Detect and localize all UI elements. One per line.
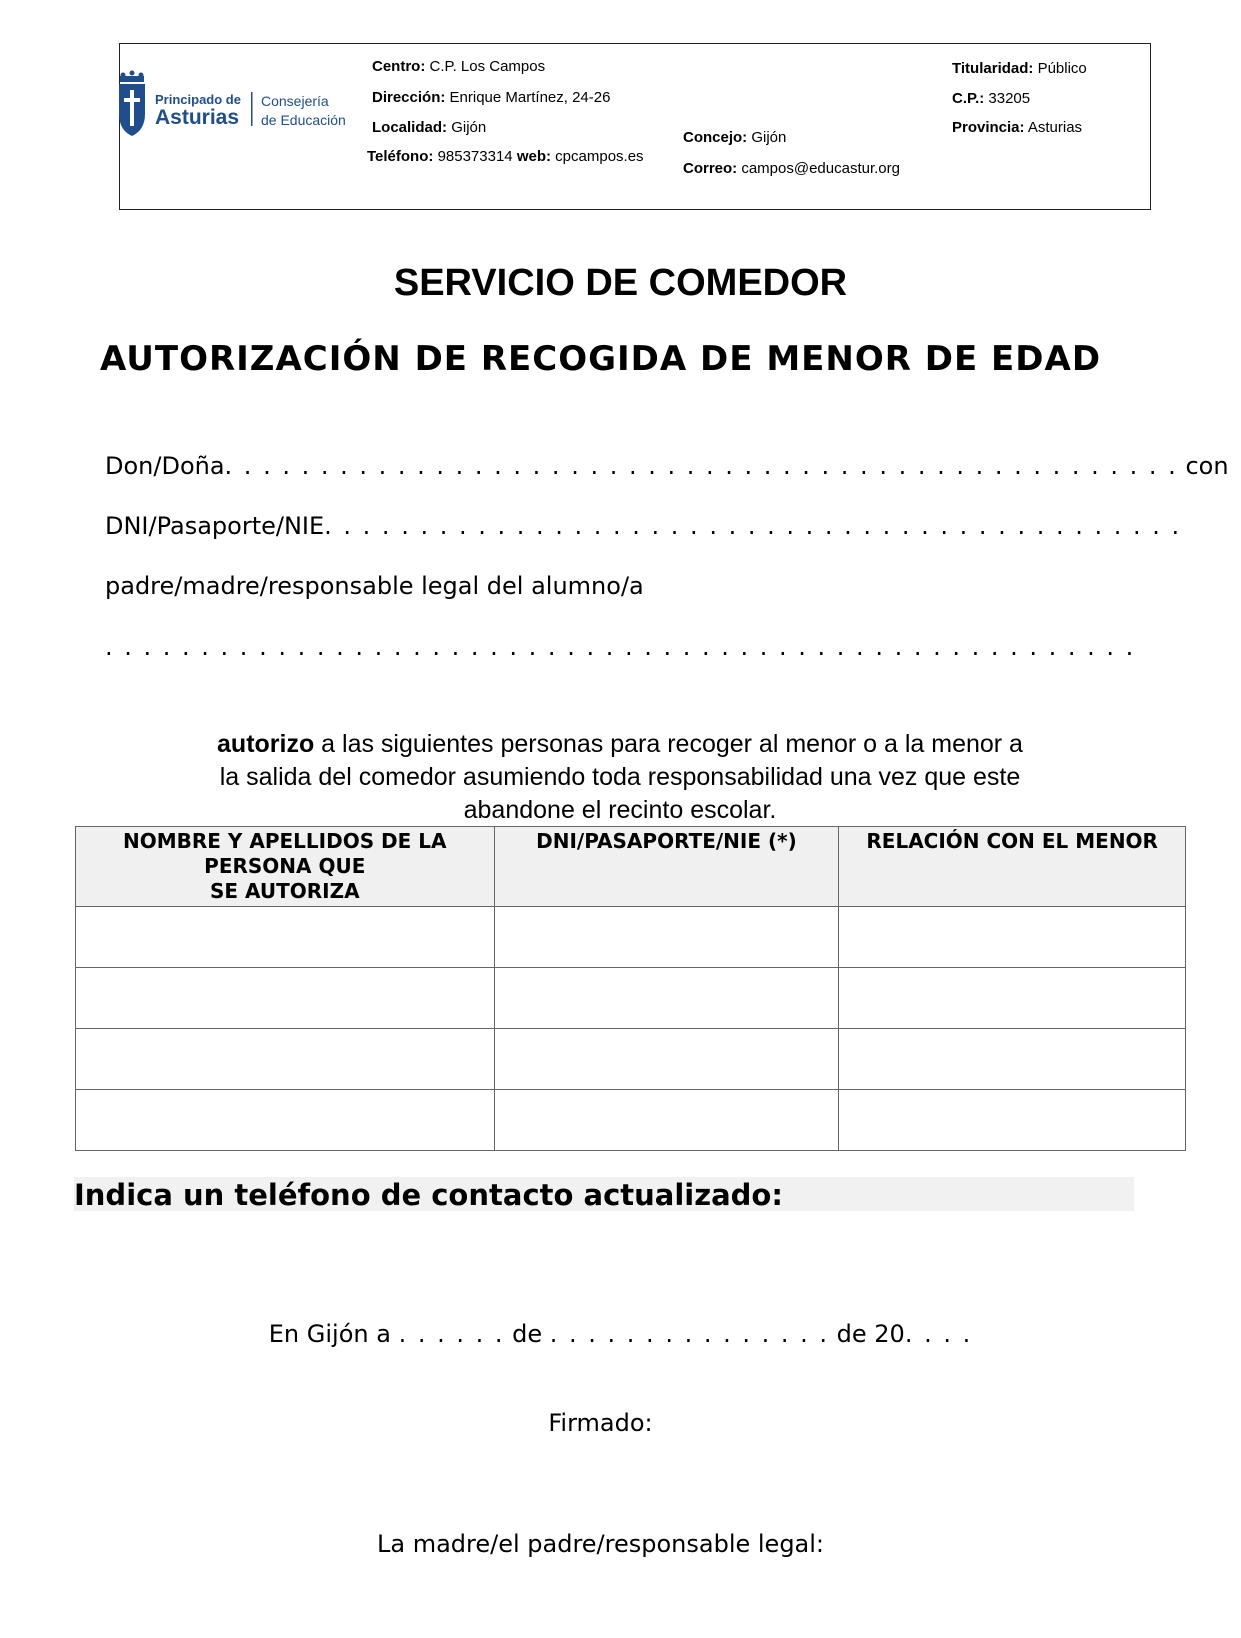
guardian-label: La madre/el padre/responsable legal: — [376, 1530, 825, 1558]
contact-phone-label: Indica un teléfono de contacto actualizado: — [74, 1178, 783, 1212]
cell-dni[interactable] — [494, 968, 839, 1029]
field-telefono: Teléfono: 985373314 web: cpcampos.es — [367, 148, 644, 165]
don-line: Don/Doña. . . . . . . . . . . . . . . . . . . . . . . . . . . . . . . . . . . . . . . . . . . . . . . . . . con — [105, 452, 1229, 480]
logo-text-principado: Principado de — [155, 92, 241, 107]
table-row — [76, 1090, 1186, 1151]
alumno-dots-line[interactable]: . . . . . . . . . . . . . . . . . . . . . . . . . . . . . . . . . . . . . . . . . . . . . . . . . . . . . . — [105, 633, 1136, 661]
field-localidad: Localidad: Gijón — [372, 119, 487, 136]
authorization-text: autorizo a las siguientes personas para recoger al menor o a la menor a la salida del comedor asumiendo toda responsabilidad una vez que este abandone el recinto escolar. — [217, 730, 1023, 824]
cell-nombre[interactable] — [76, 907, 495, 968]
table-row — [76, 907, 1186, 968]
date-line: En Gijón a . . . . . . de . . . . . . . . . . . . . . . de 20. . . . — [268, 1320, 973, 1348]
don-dots[interactable]: . . . . . . . . . . . . . . . . . . . . . . . . . . . . . . . . . . . . . . . . . . . . . . . . . . — [224, 452, 1178, 480]
col-header-dni: DNI/PASAPORTE/NIE (*) — [494, 827, 839, 907]
dni-dots[interactable]: . . . . . . . . . . . . . . . . . . . . . . . . . . . . . . . . . . . . . . . . . . . . . — [324, 512, 1182, 540]
cell-nombre[interactable] — [76, 968, 495, 1029]
field-concejo: Concejo: Gijón — [683, 129, 787, 146]
cell-relacion[interactable] — [839, 1029, 1186, 1090]
cell-relacion[interactable] — [839, 907, 1186, 968]
logo-text-educacion: de Educación — [261, 112, 346, 128]
field-provincia: Provincia: Asturias — [952, 119, 1083, 136]
cell-dni[interactable] — [494, 1029, 839, 1090]
dni-line: DNI/Pasaporte/NIE. . . . . . . . . . . . . . . . . . . . . . . . . . . . . . . . . . . . . . . . . . . . . — [105, 512, 1182, 540]
field-cp: C.P.: 33205 — [952, 90, 1031, 107]
signed-label: Firmado: — [548, 1409, 653, 1437]
month-dots[interactable]: . . . . . . . . . . . . . . . — [549, 1320, 830, 1348]
table-row — [76, 1029, 1186, 1090]
logo-text-asturias: Asturias — [155, 106, 240, 129]
table-header-row — [76, 827, 1186, 907]
authorized-persons-table — [75, 826, 1186, 1151]
cell-dni[interactable] — [494, 1090, 839, 1151]
logo-text-consejeria: Consejería — [261, 93, 329, 109]
col-header-nombre: NOMBRE Y APELLIDOS DE LA PERSONA QUE SE AUTORIZA — [76, 827, 495, 907]
col-header-relacion: RELACIÓN CON EL MENOR — [839, 827, 1186, 907]
cell-relacion[interactable] — [839, 1090, 1186, 1151]
cell-relacion[interactable] — [839, 968, 1186, 1029]
field-centro: Centro: C.P. Los Campos — [372, 58, 546, 75]
padre-line: padre/madre/responsable legal del alumno/a — [105, 572, 644, 600]
asturias-logo — [117, 70, 362, 146]
page-subtitle: AUTORIZACIÓN DE RECOGIDA DE MENOR DE EDAD — [100, 339, 1102, 379]
cell-dni[interactable] — [494, 907, 839, 968]
table-row — [76, 968, 1186, 1029]
field-titularidad: Titularidad: Público — [952, 60, 1087, 77]
page-title: SERVICIO DE COMEDOR — [393, 262, 848, 304]
day-dots[interactable]: . . . . . . — [398, 1320, 505, 1348]
field-correo: Correo: campos@educastur.org — [683, 160, 900, 177]
cell-nombre[interactable] — [76, 1090, 495, 1151]
year-dots[interactable]: . . . . — [904, 1320, 973, 1348]
cell-nombre[interactable] — [76, 1029, 495, 1090]
field-direccion: Dirección: Enrique Martínez, 24-26 — [372, 89, 611, 106]
